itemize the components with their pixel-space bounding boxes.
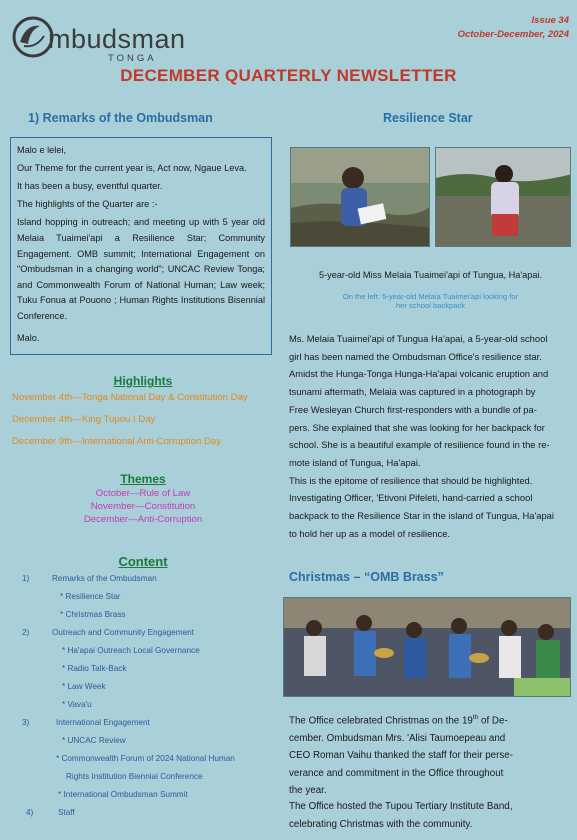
remarks-heading: 1) Remarks of the Ombudsman [28, 111, 213, 125]
resilience-story [289, 330, 570, 542]
remarks-theme: Our Theme for the current year is, Act now, Ngaue Leva. [17, 163, 247, 174]
story-line: backpack to the Resilience Star in the island of Tungua, Ha'apai [289, 510, 554, 522]
remarks-signoff: Malo. [17, 332, 40, 343]
christmas-line: The Office hosted the Tupou Tertiary Institute Band, [289, 801, 513, 812]
toc-number: 3) [22, 718, 30, 727]
toc-number: 4) [26, 808, 34, 817]
toc-subitem: * Vava'u [62, 700, 92, 709]
content-title: Content [118, 554, 168, 569]
remarks-highlights-intro: The highlights of the Quarter are :- [17, 199, 158, 210]
resilience-caption-note: On the left: 5-year-old Melaia Tuaimei'api looking for [342, 292, 519, 301]
christmas-photo [283, 597, 571, 697]
christmas-line-end: of De- [478, 715, 508, 727]
logo-wordmark: mbudsman [48, 24, 186, 54]
toc-item: Staff [58, 808, 75, 817]
toc-number: 1) [22, 574, 30, 583]
issue-number: Issue 34 [531, 15, 569, 26]
toc-subitem: * Resilience Star [60, 592, 121, 601]
christmas-line: cember. Ombudsman Mrs. 'Alisi Taumoepeau and [289, 732, 506, 744]
highlight-item: November 4th—Tonga National Day & Constitution Day [12, 392, 248, 403]
christmas-line [289, 709, 570, 730]
highlights-title: Highlights [113, 374, 173, 388]
story-line: tsunami aftermath, Melaia was captured in a photograph by [289, 386, 536, 398]
christmas-heading: Christmas – “OMB Brass” [289, 570, 444, 584]
christmas-paragraph-2 [289, 798, 570, 833]
story-line: Investigating Officer, 'Etivoni Pifeleti, hand-carried a school [289, 492, 533, 504]
christmas-line: the year. [289, 785, 327, 797]
highlight-item: December 9th—International Anti-Corruption Day [12, 436, 222, 447]
theme-item: November—Constitution [90, 501, 196, 512]
story-line: pers. She explained that she was looking for her backpack for [289, 421, 545, 433]
toc-subitem: Rights Institution Biennial Conference [66, 772, 203, 781]
toc-subitem: * International Ombudsman Summit [58, 790, 188, 799]
theme-item: December—Anti-Corruption [83, 514, 203, 525]
story-line: to hold her up as a model of resilience. [289, 527, 451, 539]
resilience-caption-note: her school backpack [395, 301, 466, 310]
story-line: school. She is a beautiful example of resilience found in the re- [289, 439, 550, 451]
toc-item: Outreach and Community Engagement [52, 628, 194, 637]
christmas-paragraph-1 [289, 709, 570, 800]
story-line: mote island of Tungua, Ha'apai. [289, 456, 421, 468]
christmas-line: celebrating Christmas with the community. [289, 818, 473, 830]
toc-subitem: * Christmas Brass [60, 610, 126, 619]
story-line: Amidst the Hunga-Tonga Hunga-Ha'apai volcanic eruption and [289, 368, 549, 380]
toc-subitem: * Commonwealth Forum of 2024 National Human [56, 754, 235, 763]
resilience-heading: Resilience Star [383, 111, 473, 125]
story-line: Ms. Melaia Tuaimei'api of Tungua Ha'apai, a 5-year-old school [289, 333, 548, 344]
christmas-date-suffix: th [472, 714, 479, 721]
christmas-line-start: The Office celebrated Christmas on the 19 [289, 715, 473, 727]
resilience-photo-left [290, 147, 430, 247]
brass-band-image [284, 598, 571, 697]
resilience-photo-right [435, 147, 571, 247]
toc-subitem: * UNCAC Review [62, 736, 126, 745]
remarks-greeting: Malo e lelei, [17, 145, 67, 155]
issue-info [458, 14, 569, 42]
toc-subitem: * Radio Talk-Back [62, 664, 127, 673]
story-line: Free Wesleyan Church first-responders with a bundle of pa- [289, 403, 537, 415]
remarks-body: Island hopping in outreach; and meeting up with 5 year old Melaia Tuaimei'api a Resilience Star; Community Engagement. OMB summit; International Engagement on "Ombudsman in a changing world"; UNCAC Review Tonga; and Commonwealth Forum of National Human; Law week; Tuku Fonua at Pouono ; Human Rights Institutions Bisennial Conference. [17, 217, 265, 321]
story-line: girl has been named the Ombudsman Office's resilience star. [289, 350, 542, 362]
toc-number: 2) [22, 628, 30, 637]
theme-item: October—Rule of Law [95, 488, 191, 499]
resilience-caption: 5-year-old Miss Melaia Tuaimei'api of Tungua, Ha'apai. [318, 270, 543, 280]
toc-subitem: * Law Week [62, 682, 106, 691]
newsletter-title: DECEMBER QUARTERLY NEWSLETTER [120, 66, 457, 85]
toc-item: Remarks of the Ombudsman [52, 574, 157, 583]
issue-period: October-December, 2024 [457, 29, 569, 40]
toc-item: International Engagement [56, 718, 150, 727]
toc-subitem: * Ha'apai Outreach Local Governance [62, 646, 200, 655]
remarks-busy: It has been a busy, eventful quarter. [17, 181, 163, 192]
logo-subtitle: TONGA [108, 53, 157, 64]
story-line: This is the epitome of resilience that should be highlighted. [289, 474, 533, 486]
remarks-box [10, 137, 272, 355]
themes-title: Themes [120, 472, 166, 486]
christmas-line: verance and commitment in the Office throughout [289, 767, 504, 779]
christmas-line: CEO Roman Vaihu thanked the staff for their perse- [289, 750, 513, 762]
girl-with-papers-image [291, 148, 430, 247]
girl-with-backpack-image [436, 148, 571, 247]
highlight-item: December 4th—King Tupou I Day [12, 414, 156, 425]
